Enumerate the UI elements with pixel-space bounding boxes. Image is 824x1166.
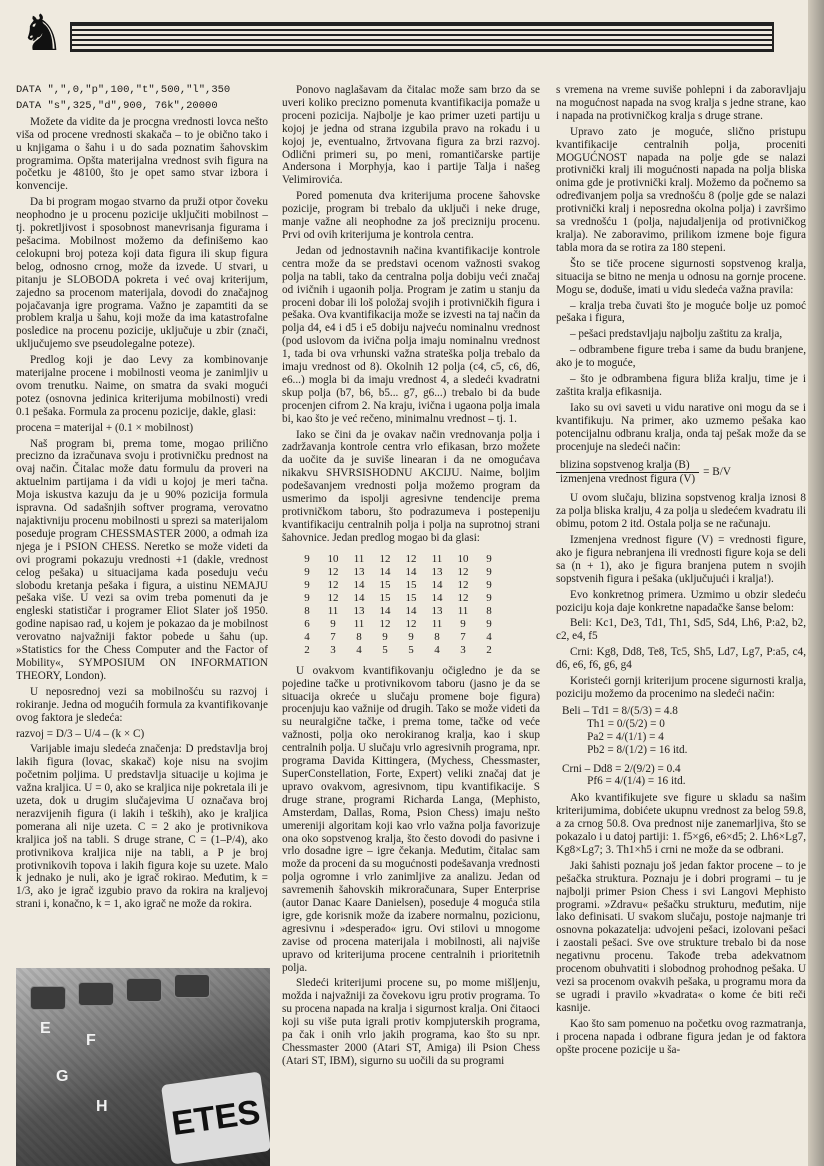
table-cell: 14 <box>353 591 365 604</box>
table-cell: 9 <box>486 565 492 578</box>
table-cell: 3 <box>330 643 336 656</box>
code-line-2: DATA "s",325,"d",900, 76k",20000 <box>16 99 218 112</box>
paragraph: Naš program bi, prema tome, mogao prilično precizno da izračunava svoju i protivničku prednost na ovaj način. Čitalac može datu formulu da proveri na aktuelnim partijama i da vidi u kojoj je meri tačna. Moja iskustva kazuju da je u 90% pozicija formula ispravna. Od sadašnjih softver programa, verovatno najaktivniju procenu mobilnosti u sprezi sa materijalom poseduje program CHESSMASTER 2000, a odmah iza njega je i PSION CHESS. Neretko se može videti da ovi programi pokazuju vrednosti +1 (dakle, vrednost celog pešaka) u situacijama kada poseduju veću slobodu kretanja pešaka i figura, a uistinu NEMAJU pešaka više. U vezi sa ovim treba pomenuti da je engleski statističar i programer Eliot Slater još 1950. godine napisao rad, u kojem je pokazao da je mobilnost verovatno najvažniji faktor pobede u šahu (up. »Statistics for the Chess Computer and the Factor of Mobility«, SYMPOSIUM ON INFORMATION THEORY, London). <box>16 437 268 682</box>
table-row <box>294 579 502 592</box>
paragraph: Možete da vidite da je procgna vrednosti lovca nešto viša od procene vrednosti skakača – to je obično tako i u knjigama o šahu i u do sada poznatim šahovskim programima. Opšta materijalna vrednost svih figura na početku je 48100, što je opet samo stvar izbora i konvencije. <box>16 115 268 193</box>
paragraph: Varijable imaju sledeća značenja: D predstavlja broj lakih figura (lovac, skakač) koje nisu na svojim početnim poljima. U predstavlja situacije u kojima je važna kraljica. U = 0, ako se kraljica nije pokretala ili je uzeta, dok u drugim slučajevima U označava broj nerazvijenih figura (i lakih i teških), ako je kraljica pomerana ali nije uzeta. C = 2 ako je protivnikova kraljica još na tabli. S druge strane, C = (1–P/4), ako protivnikova kraljica nije na tabli, a P je broj protivnikovih topova i lakih figura koje su uzete. Malo k jednako je nuli, ako je igrač rokirao. Međutim, k = 1/3, ako je igrač izgubio pravo da rokira na kraljevoj strani i, konačno, k = 1, ako igrač ne može da rokira. <box>16 743 268 911</box>
table-cell: 14 <box>379 604 391 617</box>
table-cell: 8 <box>434 630 440 643</box>
table-row <box>294 631 502 644</box>
paragraph: Jedan od jednostavnih načina kvantifikacije kontrole centra može da se predstavi ocenom važnosti svakog polja na tabli, tako da centralna polja dobiju veći značaj od ivičnih i ugaonih polja. Program je zatim u stanju da proceni dobar ili loš položaj svojih i protivničkih figura i pešaka. Ova kvantifikacija može se izvesti na taj način da polja d4, e4 i d5 i e5 dobiju najveću nominalnu vrednost (pod uslovom da ivična polja imaju nominalnu vrednost 1, tada bi ova vrhunski važna strateška polja trebalo da imaju vrednost od 8). Okolnih 12 polja (c4, c5, c6, d6, e6...) mogla bi da imaju vrednost 4, a sledeći kvadratni skup polja (b7, b6, b5... g7, g6...) trebalo bi da bude procenjen cifrom 2. Na kraju, ivična i ugaona polja imala bi, kao što je već rečeno, minimalnu vrednost – tj. 1. <box>282 244 540 425</box>
paragraph: Jaki šahisti poznaju još jedan faktor procene – to je pešačka struktura. Poznaju je i dobri programi – tu je najbolji primer Psion Chess i svi Langovi Mephisto programi. »Zdravu« pešačku strukturu, međutim, nije lako definisati. U svakom slučaju, postoje najmanje tri osnovna pokazatelja: udvojeni pešaci, izolovani pešaci i zaostali pešaci. Sve ove strukture trebalo bi da nose negativnu procenu. Takođe treba adekvatnom procenom obuhvatiti i slobodnog prohodnog pešaka. U vezi sa procenom ovakvih pešaka, u programu mora da se ugradi i pravilo »kvadrata« o kome će biti reči kasnije. <box>556 859 806 1014</box>
table-cell: 14 <box>431 578 443 591</box>
key-label: H <box>96 1098 108 1115</box>
keyboard-key <box>126 978 162 1002</box>
table-cell: 12 <box>327 578 339 591</box>
table-cell: 4 <box>304 630 310 643</box>
keyboard-key <box>174 974 210 998</box>
table-cell: 8 <box>356 630 362 643</box>
table-cell: 12 <box>327 565 339 578</box>
paragraph: s vremena na vreme suviše pohlepni i da zaboravljaju na mogućnost napada na svog kralja s jedne strane, kao i napada na protivničkog kralja s druge strane. <box>556 84 806 122</box>
formula-razvoj: razvoj = D/3 – U/4 – (k × C) <box>16 727 145 740</box>
table-cell: 8 <box>486 604 492 617</box>
eval-line: Beli – Td1 = 8/(5/3) = 4.8 <box>562 704 678 717</box>
paragraph: Što se tiče procene sigurnosti sopstvenog kralja, situacija se bitno ne menja u odnosu na gornje procene. Mogu se, doduše, imati u vidu sledeća važna pravila: <box>556 257 806 296</box>
table-cell: 15 <box>379 578 391 591</box>
page-header <box>0 0 808 70</box>
table-cell: 12 <box>379 617 391 630</box>
table-cell: 12 <box>405 552 417 565</box>
table-cell: 12 <box>457 578 469 591</box>
table-cell: 7 <box>330 630 336 643</box>
paragraph: U ovakvom kvantifikovanju očigledno je da se pojedine tačke u protivnikovom taboru (jasno je da se situacija okreće u slučaju promene boje figura) procenjuju kao važnije od drugih. Tako se može videti da su neuralgične tačke, i prema tome, tačke od veće važnosti, polja oko nerokiranog kralja, kao i skup centralnih polja. U slučaju vrlo agresivnih programa, npr. programa Davida Kittingera, (Mychess, Chessmaster, SuperConstellation, Forte, Expert) veliki značaj dat je upravo ovakvom, agresivnom, tipu kvantifikacije. S druge strane, programi Richarda Langa, (Mephisto, Amsterdam, Dallas, Roma, Psion Chess) imaju nešto umereniji algoritam koji kao vrlo važna polja favorizuje ona oko sopstvenog kralja, što često dovodi do pasivne i vrlo dosadne igre – igre čekanja. Međutim, čitalac sam može da proceni da su mogućnosti podešavanja vrednosti polja ogromne i vrlo zanimljive za analizu. Jedan od savremenih šahovskih mikroračunara, Super Enterprise (autor Danac Kaare Danielsen), poseduje 4 moguća stila igre, gde korisnik može da izabere normalnu, pozicionu, agresivnu i »desperado« igru. Ovi stilovi u mnogome zavise od procena materijala i mobilnosti, ali najviše upravo od kriterijuma procene centralnih i prioritetnih polja. <box>282 664 540 974</box>
paragraph: U neposrednoj vezi sa mobilnošću su razvoj i rokiranje. Jedna od mogućih formula za kvantifikovanje ovog faktora je sledeća: <box>16 685 268 724</box>
keyboard-key <box>78 982 114 1006</box>
table-cell: 9 <box>330 617 336 630</box>
key-label: G <box>56 1068 69 1085</box>
table-cell: 2 <box>304 643 310 656</box>
code-line-1: DATA ",",0,"p",100,"t",500,"l",350 <box>16 84 231 96</box>
table-cell: 14 <box>379 565 391 578</box>
table-cell: 15 <box>405 591 417 604</box>
table-cell: 12 <box>379 552 391 565</box>
table-cell: 9 <box>486 591 492 604</box>
table-cell: 11 <box>353 552 365 565</box>
paragraph: Ako kvantifikujete sve figure u skladu sa našim kriterijumima, dobićete ukupnu vrednost za belog 59.8, a za crnog 50.8. Ova prednost nije zanemarljiva, što se pokazalo i u datoj partiji: 1. f5×g6, e6×d5; 2. Lh6×Lg7, Kg8×Lg7; 3. Th1×h5 i crni ne može da se odbrani. <box>556 792 806 856</box>
table-cell: 11 <box>353 617 365 630</box>
fraction-numerator: blizina sopstvenog kralja (B) <box>556 459 699 473</box>
table-cell: 9 <box>486 578 492 591</box>
table-cell: 10 <box>457 552 469 565</box>
table-cell: 13 <box>353 565 365 578</box>
table-cell: 12 <box>405 617 417 630</box>
table-cell: 12 <box>327 591 339 604</box>
position-black: Crni: Kg8, Dd8, Te8, Tc5, Sh5, Ld7, Lg7, P:a5, c4, d6, e6, f6, g6, g4 <box>556 646 806 672</box>
paragraph: Evo konkretnog primera. Uzmimo u obzir sledeću poziciju koja daje konkretne napadačke šanse belom: <box>556 588 806 614</box>
table-cell: 10 <box>327 552 339 565</box>
table-row <box>294 618 502 631</box>
table-cell: 9 <box>486 552 492 565</box>
table-cell: 15 <box>405 578 417 591</box>
fraction-result: = B/V <box>703 466 731 479</box>
table-cell: 11 <box>431 552 443 565</box>
table-cell: 14 <box>405 565 417 578</box>
rule-item: – pešaci predstavljaju najbolju zaštitu za kralja, <box>570 328 783 341</box>
fraction-denominator: izmenjena vrednost figura (V) <box>560 473 696 486</box>
table-cell: 2 <box>486 643 492 656</box>
paragraph: U ovom slučaju, blizina sopstvenog kralja iznosi 8 za polja bliska kralju, 4 za polja u sledećem kvadratu ili obimu, potom 2 itd. Ostala polja se ne računaju. <box>556 492 806 531</box>
eval-line: Pf6 = 4/(1/4) = 16 itd. <box>562 775 686 788</box>
table-cell: 9 <box>304 552 310 565</box>
paragraph: Izmenjena vrednost figure (V) = vrednosti figure, ako je figura nebranjena ili vrednosti figure koja se deli sa (n + 1), ako je figura branjena putem n svojih sopstvenih figura i pešaka (uključujući i kralja!). <box>556 534 806 585</box>
paragraph: Predlog koji je dao Levy za kombinovanje materijalne procene i mobilnosti veoma je zanimljiv u ovom trenutku. Naime, on smatra da svaki mogući potez (osnovna jedinica kriterijuma mobilnosti) vredi 0.1 pešaka. Formula za procenu pozicije, dakle, glasi: <box>16 354 268 418</box>
table-cell: 13 <box>431 565 443 578</box>
table-cell: 14 <box>353 578 365 591</box>
paragraph: Ponovo naglašavam da čitalac može sam brzo da se uveri koliko precizno pomenuta kvantifikacija pomaže u proceni pozicija. Najbolje je kao primer uzeti partiju u kojoj je jedna od strana izgubila pravo na rokadu i u kojoj je, eventualno, žrtvovana figura za brzi razvoj. Odlični primeri su, po meni, romantičarske partije Andersona i Morphyja, kao i partije Talja i našeg Velimirovića. <box>282 84 540 187</box>
position-white: Beli: Kc1, De3, Td1, Th1, Sd5, Sd4, Lh6, P:a2, b2, c2, e4, f5 <box>556 617 806 643</box>
column-2 <box>282 84 540 1071</box>
paragraph: Kao što sam pomenuo na početku ovog razmatranja, i procena napada i odbrane figura jedan je od faktora opšte procene pozicije u ša- <box>556 1017 806 1056</box>
table-cell: 11 <box>457 604 469 617</box>
chess-knight-logo: ♞ <box>19 5 65 61</box>
paragraph: Da bi program mogao stvarno da pruži otpor čoveku neophodno je u procenu pozicije uključiti mobilnost – tj. pokretljivost i sposobnost manevrisanja figurama i pešacima. Mobilnost možemo da definišemo kao celokupni broj poteza koji data figura ili skup figura belog, odnosno crnog, može da izvede. U stvari, u pitanju je SLOBODA pokreta i već ovaj kriterijum, zajedno sa procenom materijala, dovodi do značajnog pojačavanja igre programa. Važno je zapamtiti da se problem kralja u šahu, koji može da ima katastrofalne posledice na procenu pozicije, uključuje u zbir (znači, uključujemo sve pseudolegalne poteze). <box>16 196 268 351</box>
paragraph: Sledeći kriterijumi procene su, po mome mišljenju, možda i najvažniji za čovekovu igru protiv programa. To su procena napada na kralja i sigurnost kralja. Oni čitaoci koji su više puta igrali protiv kompjuterskih programa, pa čak i onih vrlo jakih programa, kao što su npr. Chessmaster 2000 (Atari ST, Amiga) ili Psion Chess (Atari ST, IBM), sigurno su uočili da su programi <box>282 977 540 1067</box>
table-row <box>294 644 502 657</box>
paragraph: Iako se čini da je ovakav način vrednovanja polja i zadržavanja kontrole centra vrlo efikasan, brzo možete da uočite da je suviše linearan i da ne omogućava nikakvu SHVRSISHODNU AKCIJU. Naime, boljim podešavanjem vrednosti polja možemo program da usmerimo da ispolji agresivne tendencije prema protivničkom taboru, što podrazumeva i postepeniju kvantifikaciju centralnih polja i polja na suprotnoj strani šahovnice. Jedan predlog mogao bi da glasi: <box>282 428 540 544</box>
table-cell: 7 <box>460 630 466 643</box>
table-cell: 13 <box>353 604 365 617</box>
table-cell: 5 <box>408 643 414 656</box>
table-cell: 9 <box>408 630 414 643</box>
page-edge-shadow <box>808 0 824 1166</box>
paragraph: Iako su ovi saveti u vidu narative oni mogu da se i kvantifikuju. Na primer, ako uzmemo pešaka kao potencijalnu odbranu kralja, onda taj pešak može da se procenjuje na sledeći način: <box>556 401 806 453</box>
table-cell: 9 <box>304 578 310 591</box>
eval-line: Th1 = 0/(5/2) = 0 <box>562 717 665 730</box>
header-stripe-bar <box>70 22 774 52</box>
column-3 <box>556 84 806 1059</box>
fraction-stack <box>556 459 699 486</box>
table-cell: 12 <box>457 591 469 604</box>
display-panel: ETES <box>161 1071 270 1164</box>
table-cell: 15 <box>379 591 391 604</box>
key-label: E <box>40 1020 51 1037</box>
table-row <box>294 592 502 605</box>
table-cell: 11 <box>327 604 339 617</box>
table-cell: 13 <box>431 604 443 617</box>
paragraph: Upravo zato je moguće, slično pristupu kvantifikacije centralnih polja, proceniti MOGUĆNOST napada na polje gde se nalazi protivnički kralj ili mogućnosti napada na polja bliska onima gde je protivnički kralj. Možemo da počnemo sa određivanjem polja sa vrednošću 8 (polje gde se nalazi protivnički kralj i neposredna okolna polja) i završimo sa vrednošću 1 (polja, najudaljenija od protivničkog kralja). Ne zaboravimo, prilikom izmene boje figura tabla mora da se rotira za 180 stepeni. <box>556 125 806 254</box>
paragraph: Pored pomenuta dva kriterijuma procene šahovske pozicije, program bi trebalo da uključi i neke druge, manje važne ali neophodne za još precizniju procenu. Prvi od ovih kriterijuma je kontrola centra. <box>282 190 540 241</box>
table-cell: 14 <box>431 591 443 604</box>
formula-procena: procena = materijal + (0.1 × mobilnost) <box>16 421 194 434</box>
rule-item: – kralja treba čuvati što je moguće bolje uz pomoć pešaka i figura, <box>556 299 806 325</box>
table-cell: 9 <box>460 617 466 630</box>
key-label: F <box>86 1032 96 1049</box>
table-row <box>294 605 502 618</box>
table-cell: 11 <box>431 617 443 630</box>
table-row <box>294 566 502 579</box>
table-cell: 8 <box>304 604 310 617</box>
eval-line: Crni – Dd8 = 2/(9/2) = 0.4 <box>562 762 681 775</box>
paragraph: Koristeći gornji kriterijum procene sigurnosti kralja, poziciju možemo da procenimo na sledeći način: <box>556 675 806 700</box>
table-cell: 3 <box>460 643 466 656</box>
table-cell: 9 <box>304 565 310 578</box>
column-1 <box>16 84 268 914</box>
keyboard-key <box>30 986 66 1010</box>
table-cell: 9 <box>304 591 310 604</box>
eval-line: Pb2 = 8/(1/2) = 16 itd. <box>562 743 688 756</box>
table-cell: 9 <box>486 617 492 630</box>
rule-item: – odbrambene figure treba i same da budu branjene, ako je to moguće, <box>556 344 806 370</box>
evaluation-block <box>562 705 806 788</box>
table-cell: 4 <box>356 643 362 656</box>
table-cell: 6 <box>304 617 310 630</box>
table-cell: 9 <box>382 630 388 643</box>
table-cell: 12 <box>457 565 469 578</box>
square-value-table <box>294 553 502 657</box>
table-cell: 4 <box>486 630 492 643</box>
eval-line: Pa2 = 4/(1/1) = 4 <box>562 730 664 743</box>
fraction-formula <box>556 459 806 486</box>
table-row <box>294 553 502 566</box>
table-cell: 4 <box>434 643 440 656</box>
table-cell: 5 <box>382 643 388 656</box>
table-cell: 14 <box>405 604 417 617</box>
keyboard-photo <box>16 968 270 1166</box>
rule-item: – što je odbrambena figura bliža kralju, time je i zaštita kralja efikasnija. <box>556 373 806 398</box>
